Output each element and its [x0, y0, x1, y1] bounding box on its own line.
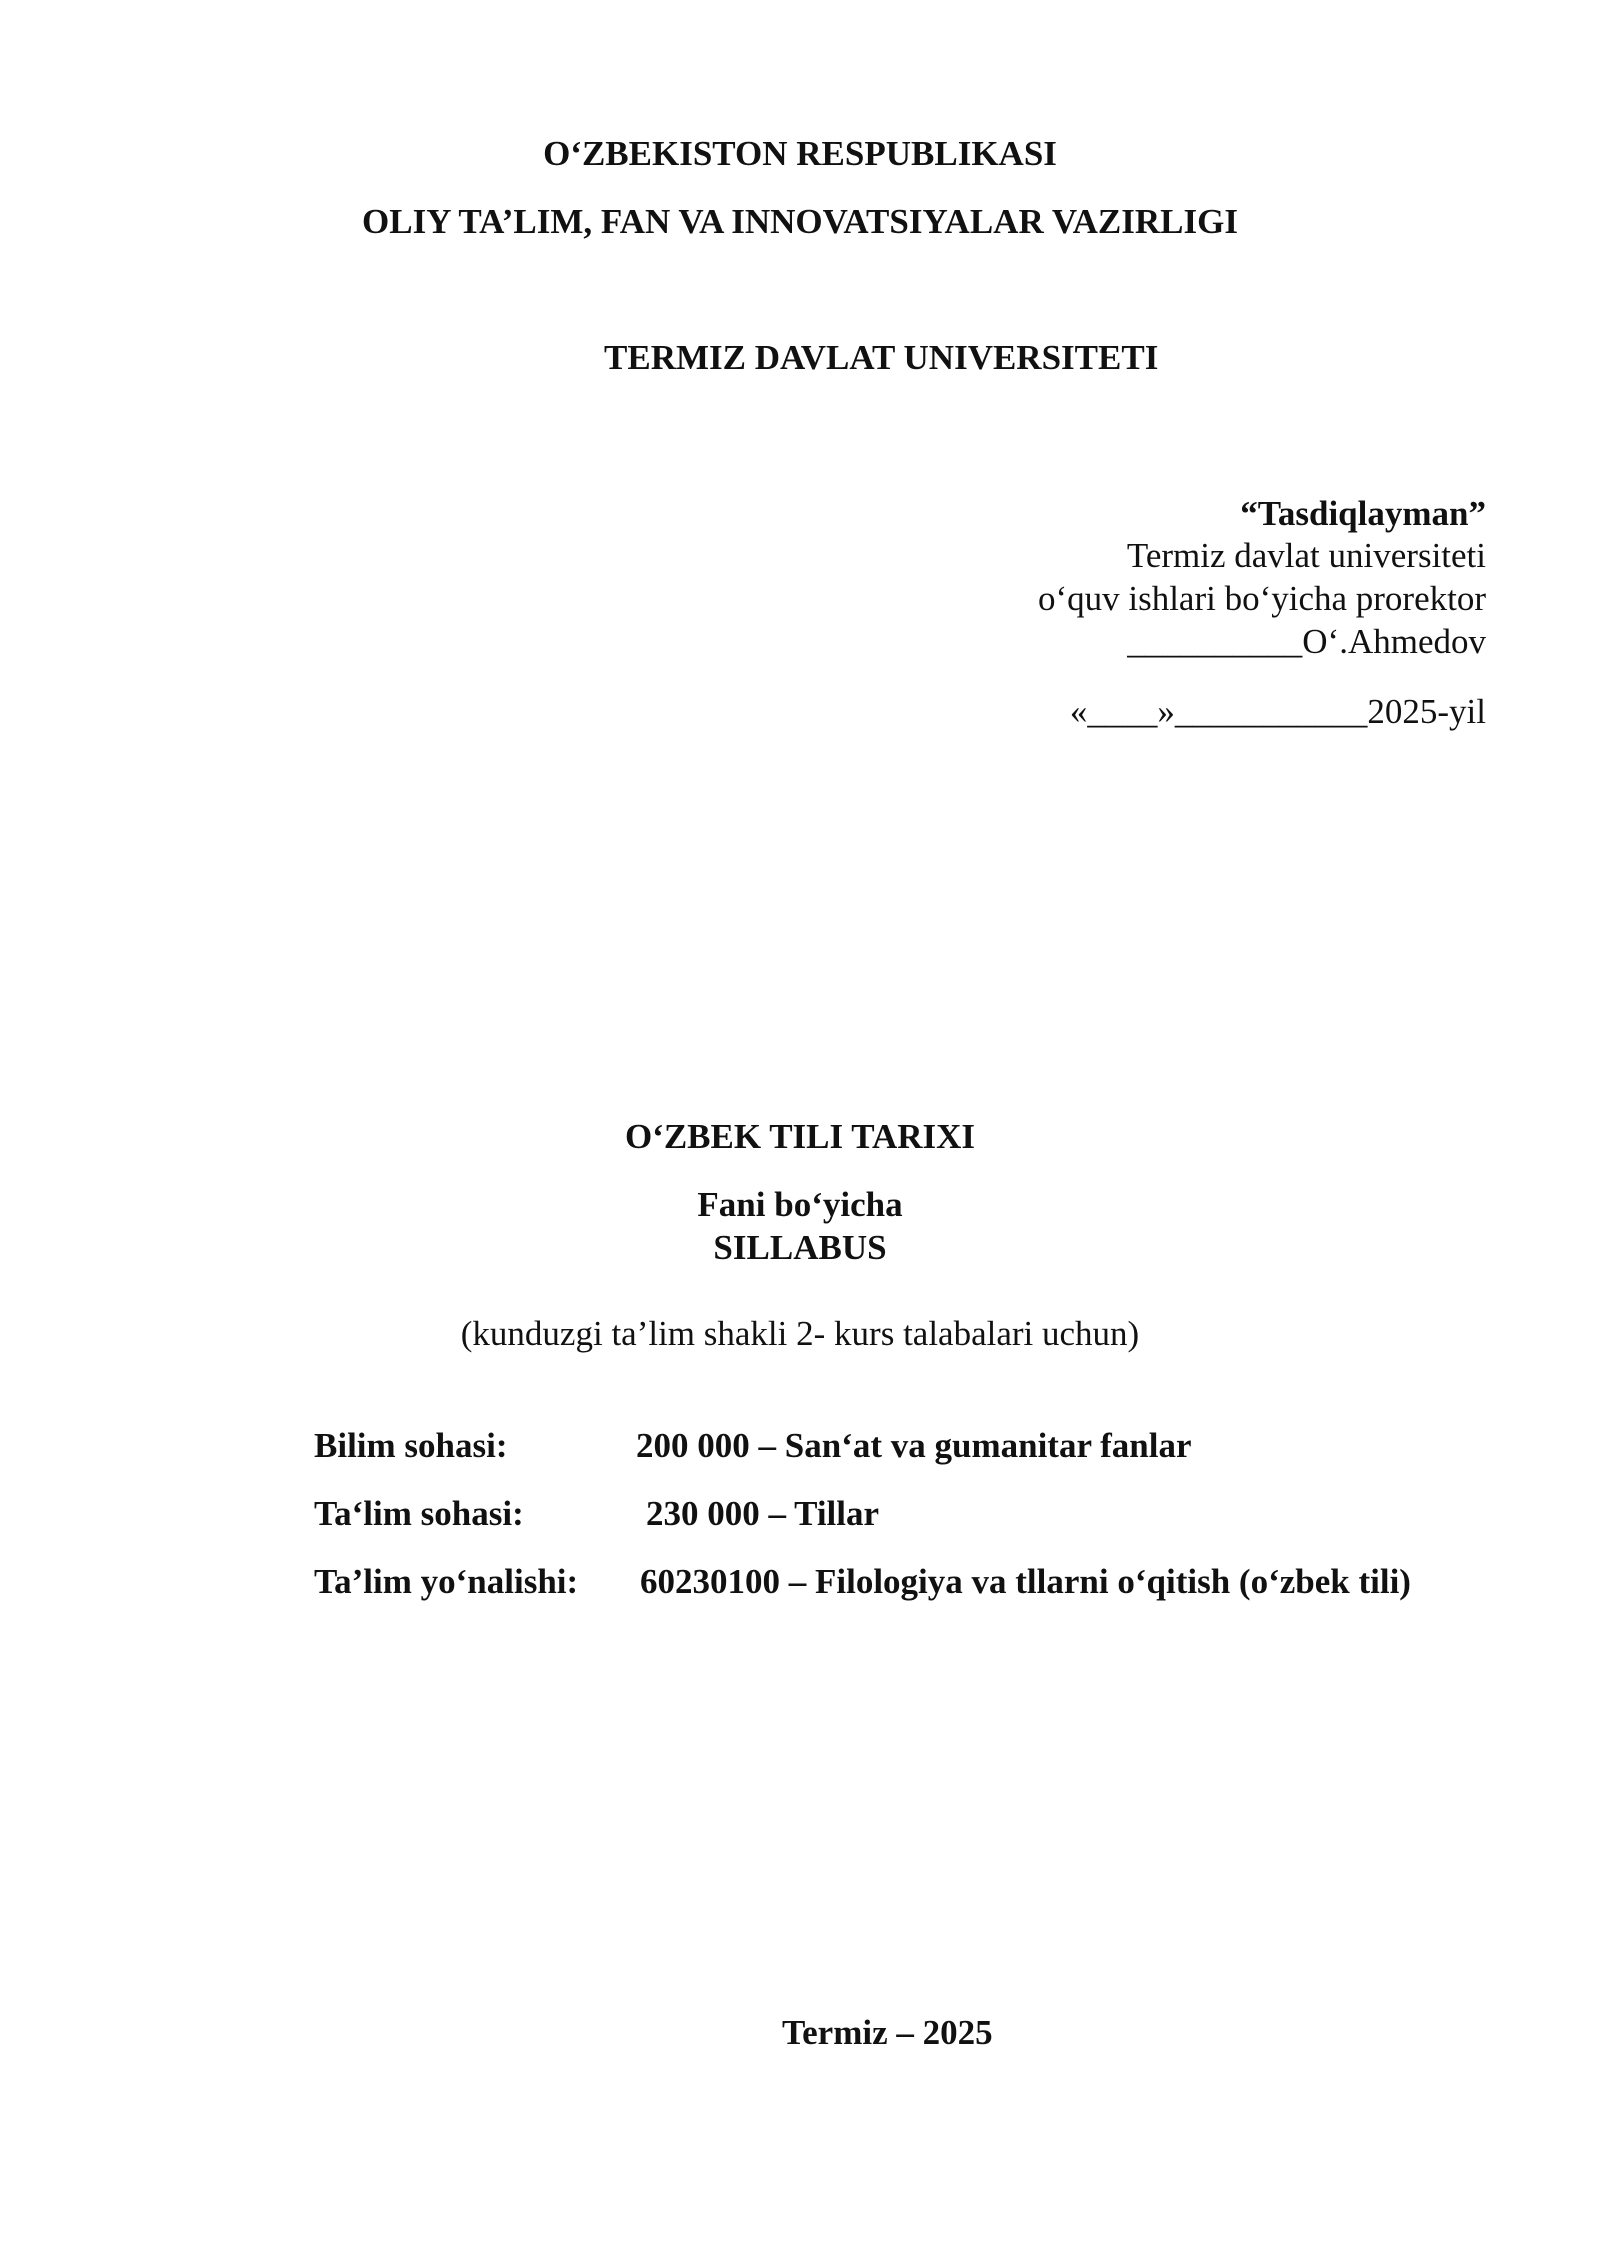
country-heading: O‘ZBEKISTON RESPUBLIKASI: [543, 134, 1057, 173]
approval-line-1: Termiz davlat universiteti: [1126, 536, 1486, 575]
approval-date: «____»___________2025-yil: [1069, 692, 1486, 731]
approval-line-2: o‘quv ishlari bo‘yicha prorektor: [1037, 579, 1486, 618]
info-label-bilim: Bilim sohasi:: [314, 1426, 508, 1465]
approval-signature: __________O‘.Ahmedov: [1127, 622, 1486, 661]
info-label-yonalish: Ta’lim yo‘nalishi:: [314, 1562, 579, 1601]
info-value-talim-sohasi: 230 000 – Tillar: [646, 1494, 880, 1533]
study-form-note: (kunduzgi ta’lim shakli 2- kurs talabalari uchun): [460, 1314, 1140, 1353]
sillabus-title: SILLABUS: [713, 1228, 887, 1267]
info-value-yonalish: 60230100 – Filologiya va tllarni o‘qitish (o‘zbek tili): [640, 1562, 1411, 1601]
ministry-heading: OLIY TA’LIM, FAN VA INNOVATSIYALAR VAZIRLIGI: [362, 202, 1238, 241]
subject-fani: Fani bo‘yicha: [697, 1185, 903, 1224]
place-year: Termiz – 2025: [782, 2013, 993, 2052]
subject-title: O‘ZBEK TILI TARIXI: [624, 1117, 976, 1156]
approval-heading: “Tasdiqlayman”: [1240, 494, 1486, 533]
university-heading: TERMIZ DAVLAT UNIVERSITETI: [604, 338, 1159, 377]
info-label-talim-sohasi: Ta‘lim sohasi:: [314, 1494, 524, 1533]
info-value-bilim: 200 000 – San‘at va gumanitar fanlar: [636, 1426, 1192, 1465]
